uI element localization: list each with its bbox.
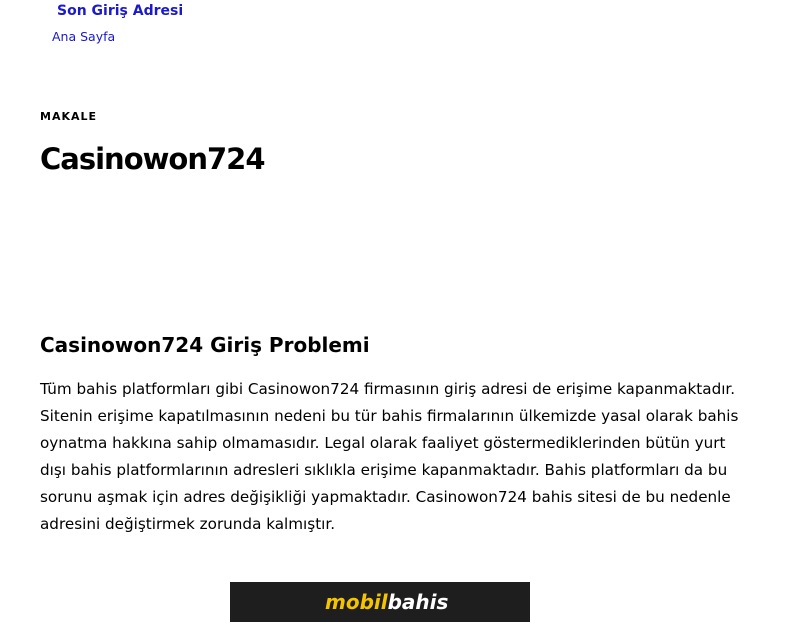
site-title-link[interactable]: Son Giriş Adresi <box>57 3 184 19</box>
logo-part: bahis <box>387 590 449 614</box>
page-title: Casinowon724 <box>40 142 265 176</box>
article-paragraph: Tüm bahis platformları gibi Casinowon724 firmasının giriş adresi de erişime kapanmaktadır. Sitenin erişime kapatılmasının nedeni bu tür bahis firmalarının ülkemizde yasal olarak bahis oynatma hakkına sahip olmamasıdır. Legal olarak faaliyet göstermediklerinden bütün yurt dışı bahis platformlarının adresleri sıklıkla erişime kapanmaktadır. Bahis platformları da bu sorunu aşmak için adres değişikliği yapmaktadır. Casinowon724 bahis sitesi de bu nedenle adresini değiştirmek zorunda kalmıştır. <box>40 380 739 533</box>
logo-part: mobil <box>325 590 388 614</box>
banner-logo <box>325 590 448 614</box>
section-heading: Casinowon724 Giriş Problemi <box>40 333 370 357</box>
nav-item-home[interactable]: Ana Sayfa <box>52 29 116 44</box>
banner-image <box>230 582 530 622</box>
category-label[interactable]: MAKALE <box>40 110 98 123</box>
